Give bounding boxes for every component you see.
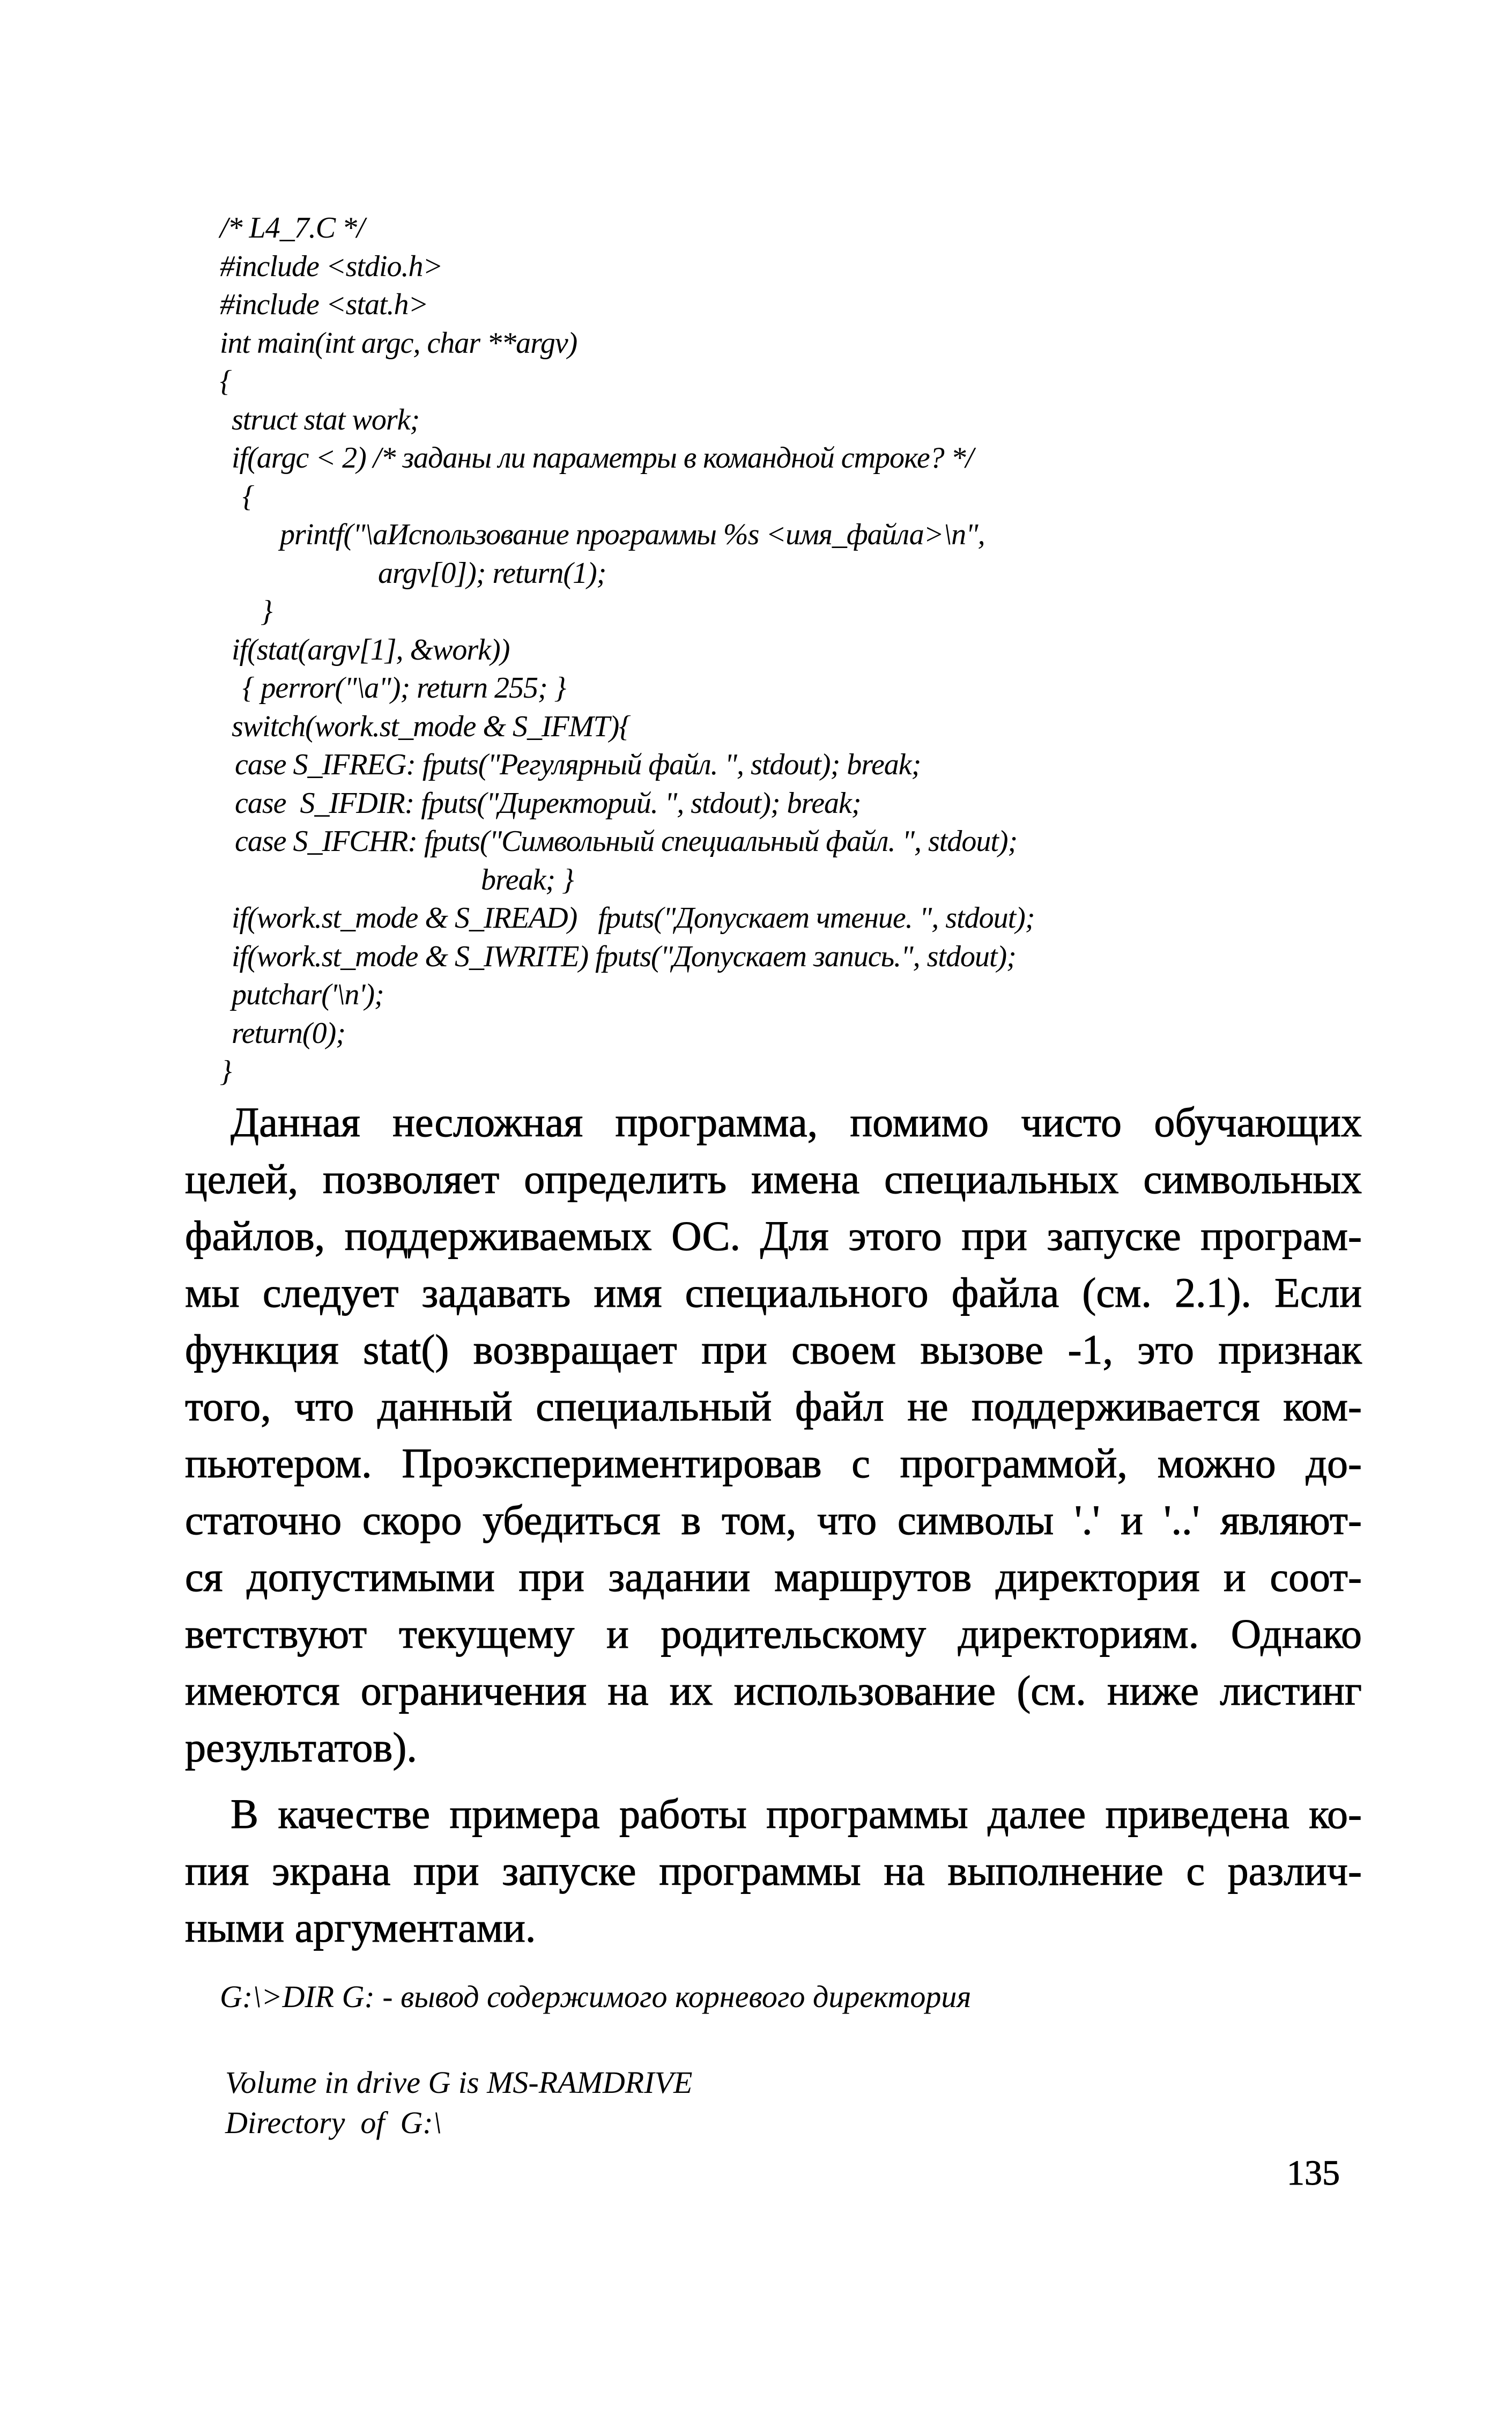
directory-line: Directory of G:\ xyxy=(225,2105,442,2140)
code-line: case S_IFREG: fputs("Регулярный файл. ", stdout); break; xyxy=(235,748,921,781)
command-line: G:\>DIR G: - вывод содержимого корневого директория xyxy=(220,1979,972,2014)
volume-line: Volume in drive G is MS-RAMDRIVE xyxy=(225,2065,693,2100)
code-line: { xyxy=(242,479,254,513)
code-line: if(stat(argv[1], &work)) xyxy=(232,633,510,667)
code-line: putchar('\n'); xyxy=(232,978,384,1011)
code-line: { perror("\a"); return 255; } xyxy=(242,671,566,705)
code-line: } xyxy=(261,595,272,628)
text-line: Данная несложная программа, помимо чисто обучающих xyxy=(231,1099,1362,1145)
code-line: #include <stdio.h> xyxy=(220,249,443,283)
text-line: ными аргументами. xyxy=(185,1904,536,1951)
text-line: имеются ограничения на их использование (см. ниже листинг xyxy=(185,1667,1362,1714)
code-listing xyxy=(220,209,1034,1091)
body-paragraph-1 xyxy=(185,1094,1362,1776)
code-line: if(work.st_mode & S_IREAD) fputs("Допускает чтение. ", stdout); xyxy=(232,901,1035,935)
text-line: целей, позволяет определить имена специальных символьных xyxy=(185,1156,1362,1202)
code-line: { xyxy=(220,365,232,398)
code-line: return(0); xyxy=(232,1016,345,1050)
code-line: argv[0]); return(1); xyxy=(378,556,606,590)
text-line: В качестве примера работы программы далее приведена ко- xyxy=(231,1790,1362,1837)
code-line: switch(work.st_mode & S_IFMT){ xyxy=(232,709,631,743)
text-line: того, что данный специальный файл не поддерживается ком- xyxy=(185,1383,1362,1430)
text-line: результатов). xyxy=(185,1724,417,1771)
body-paragraph-2 xyxy=(185,1786,1362,1956)
code-line: } xyxy=(220,1055,232,1088)
text-line: файлов, поддерживаемых ОС. Для этого при запуске програм- xyxy=(185,1212,1362,1259)
code-line: struct stat work; xyxy=(232,403,420,436)
code-line: break; } xyxy=(481,863,574,897)
text-line: ся допустимыми при задании маршрутов директория и соот- xyxy=(185,1553,1362,1600)
page-number: 135 xyxy=(1287,2153,1340,2193)
code-line: #include <stat.h> xyxy=(220,288,428,321)
text-line: функция stat() возвращает при своем вызове -1, это признак xyxy=(185,1326,1362,1373)
code-line: if(work.st_mode & S_IWRITE) fputs("Допускает запись.", stdout); xyxy=(232,939,1016,973)
code-line: case S_IFDIR: fputs("Директорий. ", stdout); break; xyxy=(235,786,861,820)
text-line: мы следует задавать имя специального файла (см. 2.1). Если xyxy=(185,1269,1362,1316)
code-line: int main(int argc, char **argv) xyxy=(220,326,577,360)
text-line: пия экрана при запуске программы на выполнение с различ- xyxy=(185,1847,1362,1894)
code-line: if(argc < 2) /* заданы ли параметры в командной строке? */ xyxy=(232,441,974,475)
text-line: статочно скоро убедиться в том, что символы '.' и '..' являют- xyxy=(185,1497,1362,1543)
code-line: printf("\aИспользование программы %s <имя_файла>\n", xyxy=(280,518,985,551)
text-line: пьютером. Проэкспериментировав с программой, можно до- xyxy=(185,1440,1362,1486)
text-line: ветствуют текущему и родительскому директориям. Однако xyxy=(185,1610,1362,1657)
code-line: /* L4_7.C */ xyxy=(220,211,365,245)
code-line: case S_IFCHR: fputs("Символьный специальный файл. ", stdout); xyxy=(235,825,1018,858)
